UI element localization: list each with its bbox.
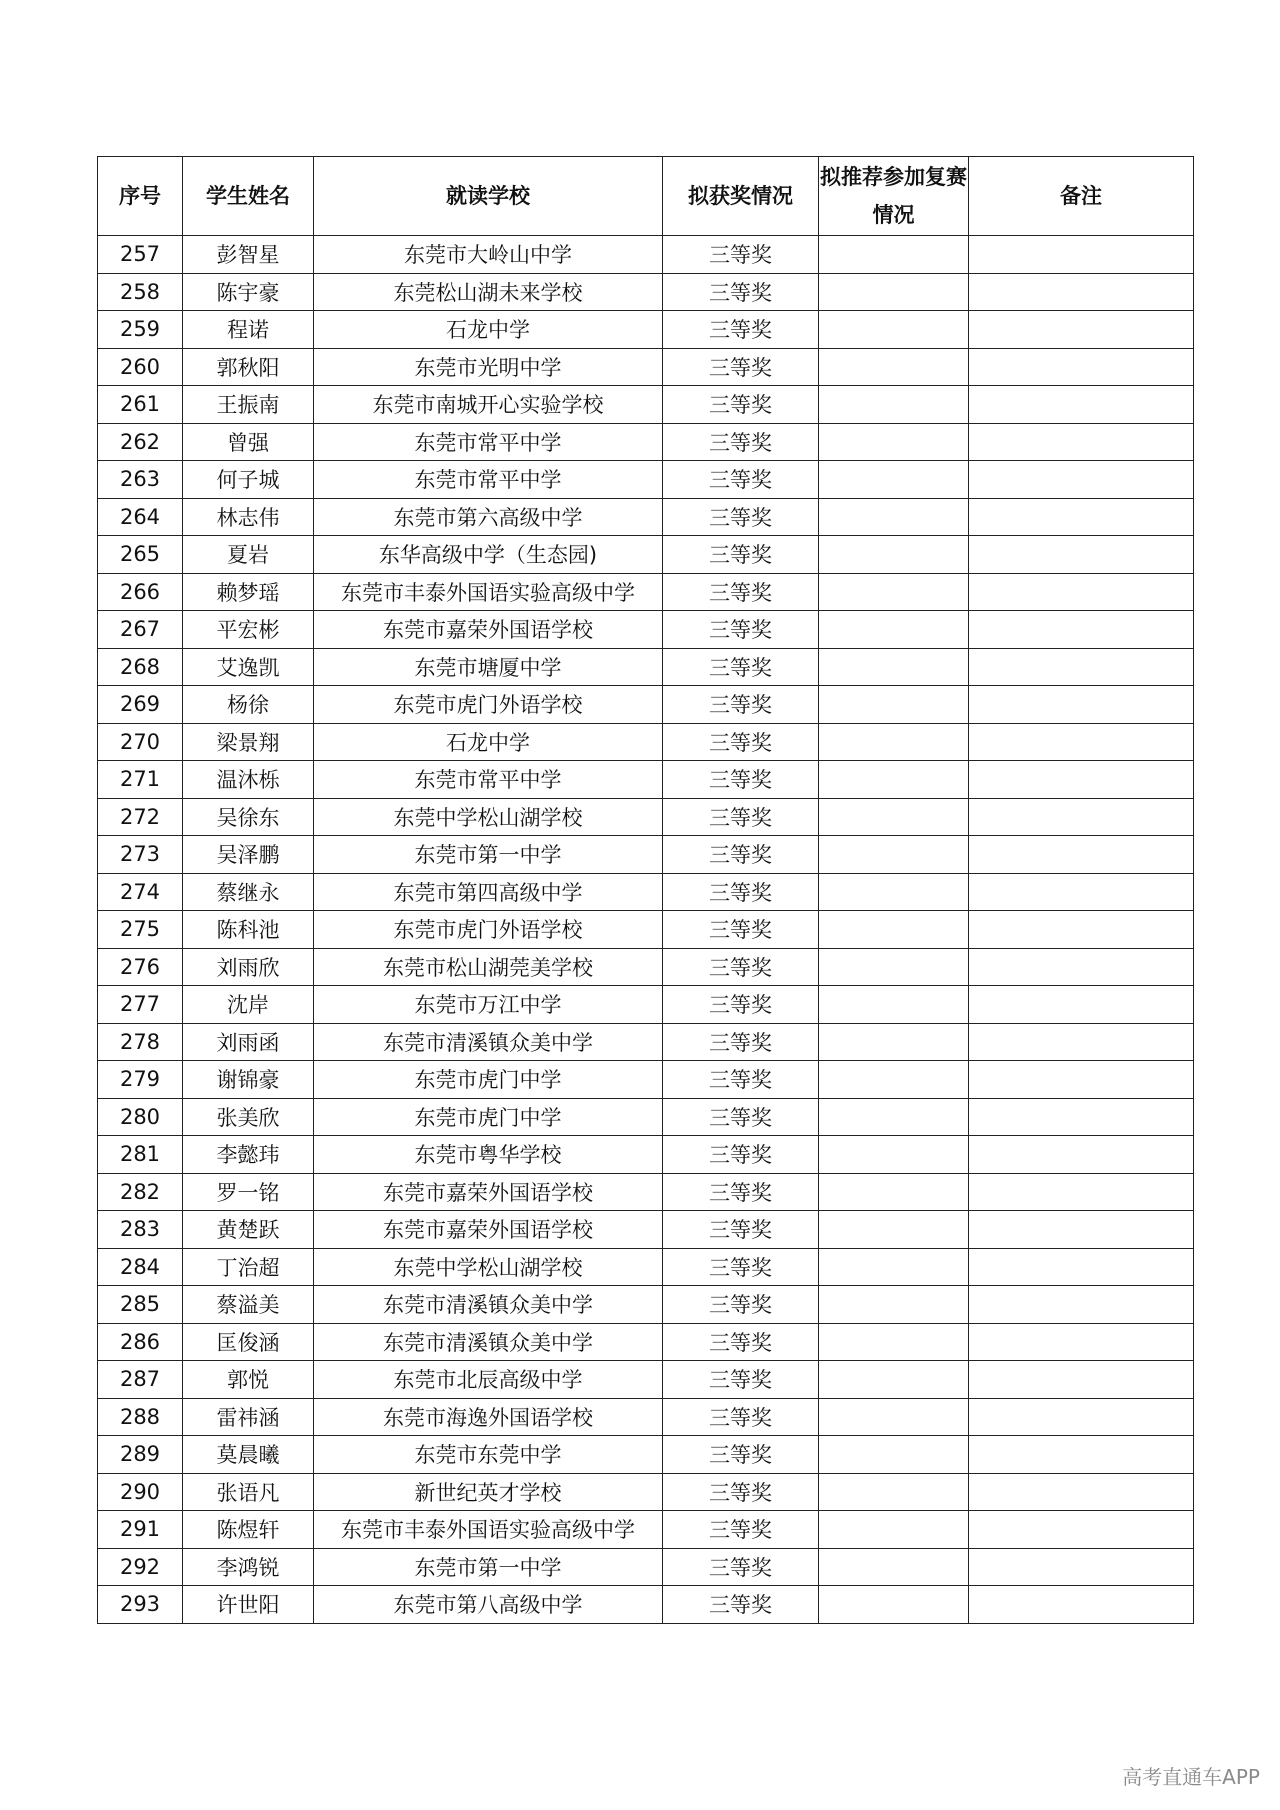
table-row <box>98 1548 1194 1586</box>
table-row <box>98 948 1194 986</box>
cell-remarks <box>969 948 1194 986</box>
cell-award: 三等奖 <box>663 948 819 986</box>
cell-student-name: 林志伟 <box>183 498 314 536</box>
cell-recommendation <box>819 948 969 986</box>
table-row <box>98 1511 1194 1549</box>
app-watermark: 高考直通车APP <box>1122 1765 1260 1789</box>
cell-remarks <box>969 1323 1194 1361</box>
cell-student-name: 杨徐 <box>183 686 314 724</box>
cell-recommendation <box>819 1473 969 1511</box>
table-row <box>98 761 1194 799</box>
cell-student-name: 李鸿锐 <box>183 1548 314 1586</box>
cell-student-name: 李懿玮 <box>183 1136 314 1174</box>
cell-award: 三等奖 <box>663 1323 819 1361</box>
cell-remarks <box>969 836 1194 874</box>
table-row <box>98 1398 1194 1436</box>
header-award: 拟获奖情况 <box>663 157 819 236</box>
cell-remarks <box>969 1248 1194 1286</box>
table-row <box>98 873 1194 911</box>
cell-school: 东莞市虎门外语学校 <box>314 911 663 949</box>
cell-school: 东莞市南城开心实验学校 <box>314 386 663 424</box>
cell-serial-number: 282 <box>98 1173 183 1211</box>
table-row <box>98 1023 1194 1061</box>
cell-school: 东莞市万江中学 <box>314 986 663 1024</box>
cell-student-name: 程诺 <box>183 311 314 349</box>
cell-recommendation <box>819 236 969 274</box>
cell-student-name: 黄楚跃 <box>183 1211 314 1249</box>
table-row <box>98 1098 1194 1136</box>
cell-remarks <box>969 911 1194 949</box>
cell-recommendation <box>819 1586 969 1624</box>
cell-school: 东莞市松山湖莞美学校 <box>314 948 663 986</box>
cell-award: 三等奖 <box>663 1173 819 1211</box>
table-row <box>98 723 1194 761</box>
table-row <box>98 236 1194 274</box>
cell-recommendation <box>819 1398 969 1436</box>
cell-recommendation <box>819 1361 969 1399</box>
cell-serial-number: 267 <box>98 611 183 649</box>
cell-recommendation <box>819 1061 969 1099</box>
cell-serial-number: 260 <box>98 348 183 386</box>
cell-award: 三等奖 <box>663 1023 819 1061</box>
cell-recommendation <box>819 1173 969 1211</box>
cell-serial-number: 288 <box>98 1398 183 1436</box>
cell-student-name: 吴泽鹏 <box>183 836 314 874</box>
table-row <box>98 1173 1194 1211</box>
cell-student-name: 郭悦 <box>183 1361 314 1399</box>
cell-remarks <box>969 873 1194 911</box>
table-row <box>98 1211 1194 1249</box>
cell-serial-number: 278 <box>98 1023 183 1061</box>
cell-award: 三等奖 <box>663 1098 819 1136</box>
cell-award: 三等奖 <box>663 348 819 386</box>
cell-school: 东华高级中学（生态园) <box>314 536 663 574</box>
cell-serial-number: 280 <box>98 1098 183 1136</box>
cell-student-name: 雷祎涵 <box>183 1398 314 1436</box>
cell-serial-number: 261 <box>98 386 183 424</box>
cell-recommendation <box>819 498 969 536</box>
cell-recommendation <box>819 1098 969 1136</box>
cell-serial-number: 262 <box>98 423 183 461</box>
cell-student-name: 莫晨曦 <box>183 1436 314 1474</box>
cell-student-name: 刘雨函 <box>183 1023 314 1061</box>
cell-student-name: 曾强 <box>183 423 314 461</box>
cell-recommendation <box>819 1023 969 1061</box>
table-row <box>98 536 1194 574</box>
cell-remarks <box>969 611 1194 649</box>
table-row <box>98 1361 1194 1399</box>
cell-serial-number: 287 <box>98 1361 183 1399</box>
cell-serial-number: 276 <box>98 948 183 986</box>
cell-school: 东莞市海逸外国语学校 <box>314 1398 663 1436</box>
cell-recommendation <box>819 273 969 311</box>
cell-school: 东莞市粤华学校 <box>314 1136 663 1174</box>
table-row <box>98 1473 1194 1511</box>
cell-remarks <box>969 761 1194 799</box>
cell-serial-number: 284 <box>98 1248 183 1286</box>
cell-award: 三等奖 <box>663 836 819 874</box>
cell-award: 三等奖 <box>663 1436 819 1474</box>
cell-award: 三等奖 <box>663 761 819 799</box>
cell-school: 东莞市第一中学 <box>314 1548 663 1586</box>
cell-award: 三等奖 <box>663 911 819 949</box>
cell-award: 三等奖 <box>663 873 819 911</box>
cell-student-name: 匡俊涵 <box>183 1323 314 1361</box>
cell-school: 东莞市大岭山中学 <box>314 236 663 274</box>
cell-student-name: 温沐栎 <box>183 761 314 799</box>
table-row <box>98 573 1194 611</box>
cell-award: 三等奖 <box>663 536 819 574</box>
cell-serial-number: 289 <box>98 1436 183 1474</box>
cell-school: 东莞市光明中学 <box>314 348 663 386</box>
cell-recommendation <box>819 311 969 349</box>
table-row <box>98 1323 1194 1361</box>
cell-remarks <box>969 1098 1194 1136</box>
cell-school: 东莞市虎门中学 <box>314 1061 663 1099</box>
cell-recommendation <box>819 1436 969 1474</box>
cell-remarks <box>969 273 1194 311</box>
cell-remarks <box>969 686 1194 724</box>
cell-school: 石龙中学 <box>314 723 663 761</box>
cell-school: 东莞市常平中学 <box>314 461 663 499</box>
cell-student-name: 刘雨欣 <box>183 948 314 986</box>
cell-recommendation <box>819 873 969 911</box>
table-row <box>98 498 1194 536</box>
table-row <box>98 686 1194 724</box>
cell-school: 东莞市嘉荣外国语学校 <box>314 611 663 649</box>
cell-serial-number: 271 <box>98 761 183 799</box>
cell-recommendation <box>819 1323 969 1361</box>
cell-student-name: 罗一铭 <box>183 1173 314 1211</box>
cell-serial-number: 263 <box>98 461 183 499</box>
cell-remarks <box>969 536 1194 574</box>
cell-remarks <box>969 1211 1194 1249</box>
table-row <box>98 611 1194 649</box>
cell-recommendation <box>819 423 969 461</box>
cell-student-name: 平宏彬 <box>183 611 314 649</box>
cell-student-name: 郭秋阳 <box>183 348 314 386</box>
cell-student-name: 许世阳 <box>183 1586 314 1624</box>
cell-award: 三等奖 <box>663 386 819 424</box>
cell-student-name: 何子城 <box>183 461 314 499</box>
table-row <box>98 836 1194 874</box>
cell-award: 三等奖 <box>663 573 819 611</box>
cell-recommendation <box>819 798 969 836</box>
cell-serial-number: 273 <box>98 836 183 874</box>
cell-student-name: 陈宇豪 <box>183 273 314 311</box>
cell-remarks <box>969 1586 1194 1624</box>
cell-remarks <box>969 1361 1194 1399</box>
table-row <box>98 1286 1194 1324</box>
cell-school: 东莞市第一中学 <box>314 836 663 874</box>
cell-award: 三等奖 <box>663 498 819 536</box>
cell-serial-number: 265 <box>98 536 183 574</box>
cell-serial-number: 283 <box>98 1211 183 1249</box>
header-recommendation: 拟推荐参加复赛情况 <box>819 157 969 236</box>
cell-school: 东莞市丰泰外国语实验高级中学 <box>314 573 663 611</box>
cell-award: 三等奖 <box>663 1548 819 1586</box>
cell-student-name: 陈科池 <box>183 911 314 949</box>
cell-award: 三等奖 <box>663 1248 819 1286</box>
cell-serial-number: 285 <box>98 1286 183 1324</box>
cell-serial-number: 257 <box>98 236 183 274</box>
cell-award: 三等奖 <box>663 1511 819 1549</box>
cell-recommendation <box>819 911 969 949</box>
cell-award: 三等奖 <box>663 1586 819 1624</box>
cell-serial-number: 258 <box>98 273 183 311</box>
cell-student-name: 吴徐东 <box>183 798 314 836</box>
cell-recommendation <box>819 1511 969 1549</box>
cell-student-name: 彭智星 <box>183 236 314 274</box>
cell-remarks <box>969 1286 1194 1324</box>
cell-remarks <box>969 1023 1194 1061</box>
header-student-name: 学生姓名 <box>183 157 314 236</box>
cell-serial-number: 293 <box>98 1586 183 1624</box>
cell-serial-number: 290 <box>98 1473 183 1511</box>
header-school: 就读学校 <box>314 157 663 236</box>
cell-student-name: 赖梦瑶 <box>183 573 314 611</box>
cell-award: 三等奖 <box>663 1211 819 1249</box>
cell-recommendation <box>819 386 969 424</box>
cell-student-name: 艾逸凯 <box>183 648 314 686</box>
cell-recommendation <box>819 1548 969 1586</box>
cell-student-name: 梁景翔 <box>183 723 314 761</box>
cell-remarks <box>969 1473 1194 1511</box>
cell-remarks <box>969 348 1194 386</box>
cell-remarks <box>969 1548 1194 1586</box>
cell-serial-number: 277 <box>98 986 183 1024</box>
cell-remarks <box>969 1398 1194 1436</box>
cell-award: 三等奖 <box>663 986 819 1024</box>
cell-remarks <box>969 723 1194 761</box>
cell-remarks <box>969 648 1194 686</box>
awards-table <box>97 156 1194 1624</box>
cell-award: 三等奖 <box>663 1361 819 1399</box>
cell-serial-number: 286 <box>98 1323 183 1361</box>
cell-award: 三等奖 <box>663 236 819 274</box>
table-row <box>98 1436 1194 1474</box>
cell-remarks <box>969 573 1194 611</box>
cell-school: 东莞市虎门中学 <box>314 1098 663 1136</box>
cell-serial-number: 292 <box>98 1548 183 1586</box>
cell-student-name: 陈煜轩 <box>183 1511 314 1549</box>
cell-recommendation <box>819 836 969 874</box>
cell-recommendation <box>819 1286 969 1324</box>
cell-school: 东莞市清溪镇众美中学 <box>314 1323 663 1361</box>
cell-school: 东莞中学松山湖学校 <box>314 798 663 836</box>
cell-remarks <box>969 1511 1194 1549</box>
cell-student-name: 张美欣 <box>183 1098 314 1136</box>
cell-remarks <box>969 236 1194 274</box>
cell-award: 三等奖 <box>663 798 819 836</box>
table-header-row <box>98 157 1194 236</box>
cell-serial-number: 264 <box>98 498 183 536</box>
cell-remarks <box>969 798 1194 836</box>
cell-recommendation <box>819 461 969 499</box>
cell-student-name: 蔡溢美 <box>183 1286 314 1324</box>
cell-award: 三等奖 <box>663 611 819 649</box>
table-row <box>98 798 1194 836</box>
cell-recommendation <box>819 1248 969 1286</box>
cell-school: 东莞市第六高级中学 <box>314 498 663 536</box>
cell-recommendation <box>819 348 969 386</box>
cell-award: 三等奖 <box>663 648 819 686</box>
cell-school: 东莞市丰泰外国语实验高级中学 <box>314 1511 663 1549</box>
cell-serial-number: 272 <box>98 798 183 836</box>
table-row <box>98 648 1194 686</box>
cell-serial-number: 269 <box>98 686 183 724</box>
table-body <box>98 236 1194 1624</box>
cell-remarks <box>969 1436 1194 1474</box>
cell-award: 三等奖 <box>663 723 819 761</box>
cell-award: 三等奖 <box>663 1136 819 1174</box>
cell-award: 三等奖 <box>663 686 819 724</box>
cell-recommendation <box>819 986 969 1024</box>
cell-school: 东莞市第四高级中学 <box>314 873 663 911</box>
cell-serial-number: 266 <box>98 573 183 611</box>
cell-school: 东莞市嘉荣外国语学校 <box>314 1211 663 1249</box>
cell-school: 东莞市清溪镇众美中学 <box>314 1286 663 1324</box>
cell-school: 东莞市第八高级中学 <box>314 1586 663 1624</box>
cell-award: 三等奖 <box>663 1398 819 1436</box>
cell-award: 三等奖 <box>663 461 819 499</box>
table-row <box>98 386 1194 424</box>
cell-school: 东莞市清溪镇众美中学 <box>314 1023 663 1061</box>
cell-recommendation <box>819 573 969 611</box>
table-row <box>98 1136 1194 1174</box>
cell-remarks <box>969 423 1194 461</box>
cell-award: 三等奖 <box>663 273 819 311</box>
cell-award: 三等奖 <box>663 311 819 349</box>
cell-student-name: 蔡继永 <box>183 873 314 911</box>
table-row <box>98 1586 1194 1624</box>
cell-school: 东莞市北辰高级中学 <box>314 1361 663 1399</box>
cell-school: 东莞市常平中学 <box>314 761 663 799</box>
cell-remarks <box>969 311 1194 349</box>
cell-recommendation <box>819 536 969 574</box>
header-serial-number: 序号 <box>98 157 183 236</box>
cell-award: 三等奖 <box>663 423 819 461</box>
table-row <box>98 423 1194 461</box>
cell-school: 东莞市常平中学 <box>314 423 663 461</box>
table-row <box>98 348 1194 386</box>
table-row <box>98 911 1194 949</box>
cell-school: 石龙中学 <box>314 311 663 349</box>
cell-award: 三等奖 <box>663 1473 819 1511</box>
cell-award: 三等奖 <box>663 1061 819 1099</box>
cell-remarks <box>969 461 1194 499</box>
cell-school: 东莞市嘉荣外国语学校 <box>314 1173 663 1211</box>
cell-serial-number: 259 <box>98 311 183 349</box>
cell-recommendation <box>819 611 969 649</box>
cell-serial-number: 279 <box>98 1061 183 1099</box>
cell-school: 东莞市虎门外语学校 <box>314 686 663 724</box>
cell-remarks <box>969 986 1194 1024</box>
cell-award: 三等奖 <box>663 1286 819 1324</box>
cell-recommendation <box>819 648 969 686</box>
cell-serial-number: 291 <box>98 1511 183 1549</box>
cell-school: 新世纪英才学校 <box>314 1473 663 1511</box>
table-row <box>98 311 1194 349</box>
cell-recommendation <box>819 761 969 799</box>
cell-recommendation <box>819 1211 969 1249</box>
table-row <box>98 1061 1194 1099</box>
table-row <box>98 461 1194 499</box>
cell-student-name: 丁治超 <box>183 1248 314 1286</box>
header-remarks: 备注 <box>969 157 1194 236</box>
cell-student-name: 张语凡 <box>183 1473 314 1511</box>
cell-student-name: 夏岩 <box>183 536 314 574</box>
table-row <box>98 273 1194 311</box>
cell-serial-number: 268 <box>98 648 183 686</box>
cell-remarks <box>969 498 1194 536</box>
cell-remarks <box>969 1173 1194 1211</box>
cell-serial-number: 275 <box>98 911 183 949</box>
table-row <box>98 986 1194 1024</box>
cell-student-name: 沈岸 <box>183 986 314 1024</box>
cell-recommendation <box>819 723 969 761</box>
cell-school: 东莞市东莞中学 <box>314 1436 663 1474</box>
cell-student-name: 王振南 <box>183 386 314 424</box>
cell-remarks <box>969 386 1194 424</box>
cell-recommendation <box>819 686 969 724</box>
cell-serial-number: 274 <box>98 873 183 911</box>
cell-serial-number: 281 <box>98 1136 183 1174</box>
cell-remarks <box>969 1061 1194 1099</box>
cell-school: 东莞市塘厦中学 <box>314 648 663 686</box>
cell-school: 东莞松山湖未来学校 <box>314 273 663 311</box>
table-row <box>98 1248 1194 1286</box>
cell-serial-number: 270 <box>98 723 183 761</box>
cell-student-name: 谢锦豪 <box>183 1061 314 1099</box>
cell-remarks <box>969 1136 1194 1174</box>
cell-recommendation <box>819 1136 969 1174</box>
cell-school: 东莞中学松山湖学校 <box>314 1248 663 1286</box>
